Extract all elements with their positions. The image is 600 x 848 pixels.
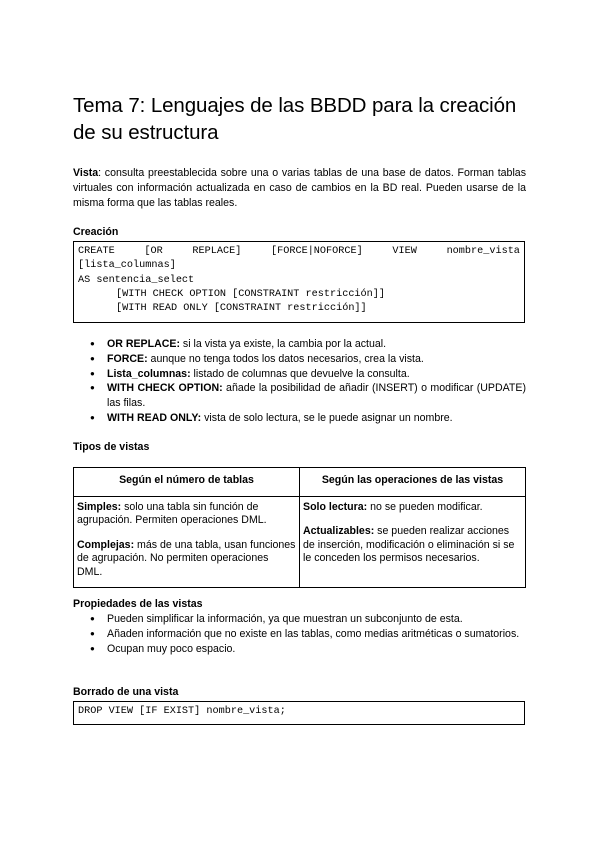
type-text: solo una tabla sin función de agrupación. Permiten operaciones DML.	[77, 500, 267, 526]
list-item: ● Añaden información que no existe en las tablas, como medias aritméticas o sumatorios.	[73, 627, 526, 642]
option-term: Lista_columnas:	[107, 367, 191, 380]
propiedades-heading: Propiedades de las vistas	[73, 598, 203, 610]
option-term: WITH CHECK OPTION:	[107, 382, 223, 395]
cell-paragraph	[77, 539, 296, 580]
code-line-5: [WITH READ ONLY [CONSTRAINT restricción]]	[116, 303, 367, 315]
type-term: Simples:	[77, 500, 122, 513]
code-token: [FORCE|NOFORCE]	[271, 246, 363, 257]
list-item	[73, 411, 526, 426]
tipos-heading: Tipos de vistas	[73, 441, 150, 453]
creacion-heading: Creación	[73, 226, 119, 238]
type-term: Actualizables:	[303, 525, 375, 537]
code-line-4: [WITH CHECK OPTION [CONSTRAINT restricción]]	[116, 288, 385, 300]
cell-paragraph	[303, 501, 522, 515]
list-item	[73, 381, 526, 411]
type-text: se pueden realizar acciones de inserción, modificación o eliminación si se le conceden los permisos necesarios.	[303, 525, 515, 564]
code-token: [OR	[144, 246, 163, 257]
intro-text: : consulta preestablecida sobre una o varias tablas de una base de datos. Forman tablas virtuales con información actualizada en caso de cambios en la BD real. Pueden usarse de la misma forma que las tablas reales.	[73, 167, 526, 209]
code-token: VIEW	[392, 246, 417, 257]
code-line-3: AS sentencia_select	[78, 274, 195, 286]
creacion-options-list	[73, 337, 526, 426]
list-item	[73, 337, 526, 352]
type-text: más de una tabla, usan funciones de agrupación. No permiten operaciones DML.	[77, 538, 296, 578]
type-text: no se pueden modificar.	[367, 500, 483, 513]
table-cell-col2	[300, 496, 526, 587]
intro-term: Vista	[73, 167, 99, 179]
table-header-col2: Según las operaciones de las vistas	[300, 468, 526, 497]
cell-paragraph	[77, 501, 296, 528]
cell-paragraph	[303, 525, 522, 566]
propiedades-list	[73, 612, 526, 656]
page-title: Tema 7: Lenguajes de las BBDD para la creación de su estructura	[73, 94, 517, 144]
list-item: ● Ocupan muy poco espacio.	[73, 642, 526, 657]
code-line-1	[78, 245, 520, 259]
option-term: FORCE:	[107, 352, 148, 365]
table-row	[74, 496, 526, 587]
borrado-heading: Borrado de una vista	[73, 686, 179, 698]
table-header-row	[74, 468, 526, 497]
option-text: si la vista ya existe, la cambia por la actual.	[179, 338, 387, 350]
type-term: Solo lectura:	[303, 500, 368, 513]
intro-paragraph	[73, 166, 526, 211]
option-text: listado de columnas que devuelve la consulta.	[190, 367, 410, 380]
type-term: Complejas:	[77, 538, 135, 551]
table-cell-col1	[74, 496, 300, 587]
list-item	[73, 367, 526, 382]
option-text: aunque no tenga todos los datos necesarios, crea la vista.	[147, 352, 424, 365]
option-text: vista de solo lectura, se le puede asignar un nombre.	[201, 411, 453, 424]
option-term: WITH READ ONLY:	[107, 411, 202, 424]
option-term: OR REPLACE:	[107, 338, 180, 350]
table-header-col1: Según el número de tablas	[74, 468, 300, 497]
tipos-table	[73, 467, 526, 588]
list-item: ● Pueden simplificar la información, ya que muestran un subconjunto de esta.	[73, 612, 526, 627]
option-text: añade la posibilidad de añadir (INSERT) o modificar (UPDATE) las filas.	[107, 382, 526, 410]
drop-view-code-block	[73, 701, 525, 725]
list-item	[73, 352, 526, 367]
code-token: REPLACE]	[192, 246, 242, 257]
create-view-code-block	[73, 241, 525, 323]
code-token: CREATE	[78, 246, 115, 257]
code-line-2: [lista_columnas]	[78, 260, 176, 272]
code-token: nombre_vista	[446, 246, 520, 257]
drop-code-line: DROP VIEW [IF EXIST] nombre_vista;	[78, 706, 286, 717]
